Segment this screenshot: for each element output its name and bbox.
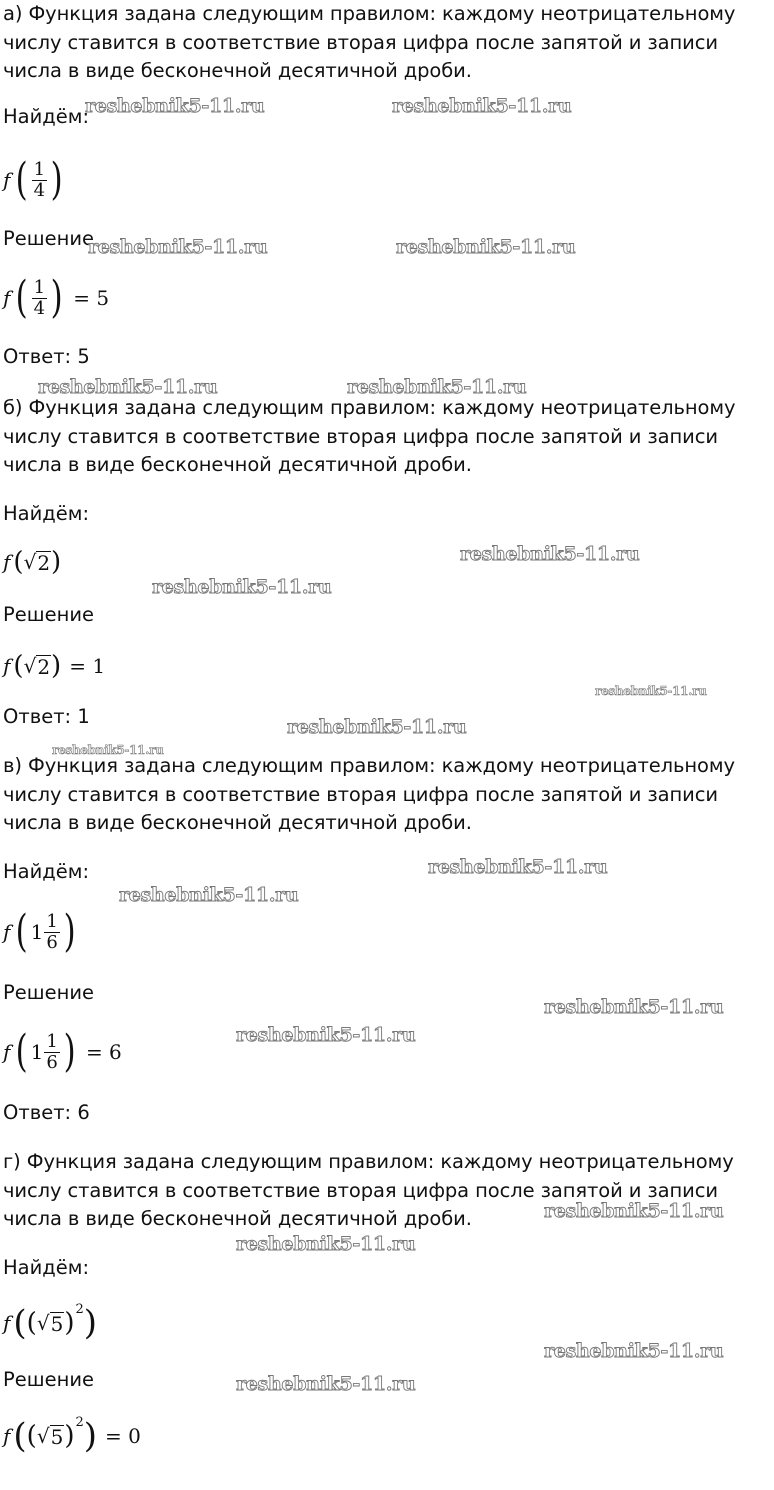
watermark: reshebnik5-11.ru bbox=[88, 236, 268, 258]
statement-v: в) Функция задана следующим правилом: каждому неотрицательному числу ставится в соответствие вторая цифра после запятой и записи числа в виде бесконечной десятичной дроби. bbox=[3, 754, 735, 834]
watermark: reshebnik5-11.ru bbox=[544, 996, 724, 1018]
expression-solution-v: f ( 1 $\frac{1}{6}$ ) = 6 bbox=[3, 1026, 122, 1077]
expression-find-a: f ( $\frac{1}{4}$ ) bbox=[3, 154, 63, 205]
solution-label-b: Решение bbox=[3, 603, 95, 626]
expression-find-v: f ( 1 $\frac{1}{6}$ ) bbox=[3, 906, 76, 957]
expression-solution-a: f ( $\frac{1}{4}$ ) = 5 bbox=[3, 272, 110, 323]
statement-g: г) Функция задана следующим правилом: каждому неотрицательному числу ставится в соответствие вторая цифра после запятой и записи числа в виде бесконечной десятичной дроби. bbox=[3, 1150, 734, 1230]
watermark: reshebnik5-11.ru bbox=[85, 95, 265, 117]
answer-v: Ответ: 6 bbox=[3, 1101, 90, 1124]
watermark: reshebnik5-11.ru bbox=[152, 576, 332, 598]
watermark: reshebnik5-11.ru bbox=[236, 1024, 416, 1046]
watermark: reshebnik5-11.ru bbox=[460, 543, 640, 565]
watermark: reshebnik5-11.ru bbox=[236, 1373, 416, 1395]
solution-label-a: Решение bbox=[3, 227, 95, 250]
solution-label-g: Решение bbox=[3, 1368, 95, 1391]
find-label-a: Найдём: bbox=[3, 105, 90, 128]
expression-find-b: f ( √ 2 ) bbox=[3, 547, 62, 577]
watermark: reshebnik5-11.ru bbox=[236, 1233, 416, 1255]
find-label-v: Найдём: bbox=[3, 860, 90, 883]
find-label-b: Найдём: bbox=[3, 502, 90, 525]
expression-solution-g: f ( ( √ 5 ) 2 ) = 0 bbox=[3, 1414, 141, 1456]
find-label-g: Найдём: bbox=[3, 1256, 90, 1279]
statement-a: а) Функция задана следующим правилом: каждому неотрицательному числу ставится в соответствие вторая цифра после запятой и записи числа в виде бесконечной десятичной дроби. bbox=[3, 2, 736, 82]
watermark: reshebnik5-11.ru bbox=[595, 684, 707, 698]
watermark: reshebnik5-11.ru bbox=[119, 884, 299, 906]
watermark: reshebnik5-11.ru bbox=[544, 1340, 724, 1362]
watermark: reshebnik5-11.ru bbox=[392, 95, 572, 117]
solution-label-v: Решение bbox=[3, 981, 95, 1004]
watermark: reshebnik5-11.ru bbox=[52, 743, 164, 757]
watermark: reshebnik5-11.ru bbox=[396, 236, 576, 258]
expression-find-g: f ( ( √ 5 ) 2 ) bbox=[3, 1301, 98, 1343]
answer-b: Ответ: 1 bbox=[3, 705, 90, 728]
expression-solution-b: f ( √ 2 ) = 1 bbox=[3, 651, 106, 681]
watermark: reshebnik5-11.ru bbox=[287, 716, 467, 738]
statement-b: б) Функция задана следующим правилом: каждому неотрицательному числу ставится в соответствие вторая цифра после запятой и записи числа в виде бесконечной десятичной дроби. bbox=[3, 396, 736, 476]
watermark: reshebnik5-11.ru bbox=[544, 1200, 724, 1222]
answer-a: Ответ: 5 bbox=[3, 345, 90, 368]
watermark: reshebnik5-11.ru bbox=[428, 856, 608, 878]
watermark: reshebnik5-11.ru bbox=[38, 376, 218, 398]
watermark: reshebnik5-11.ru bbox=[347, 376, 527, 398]
